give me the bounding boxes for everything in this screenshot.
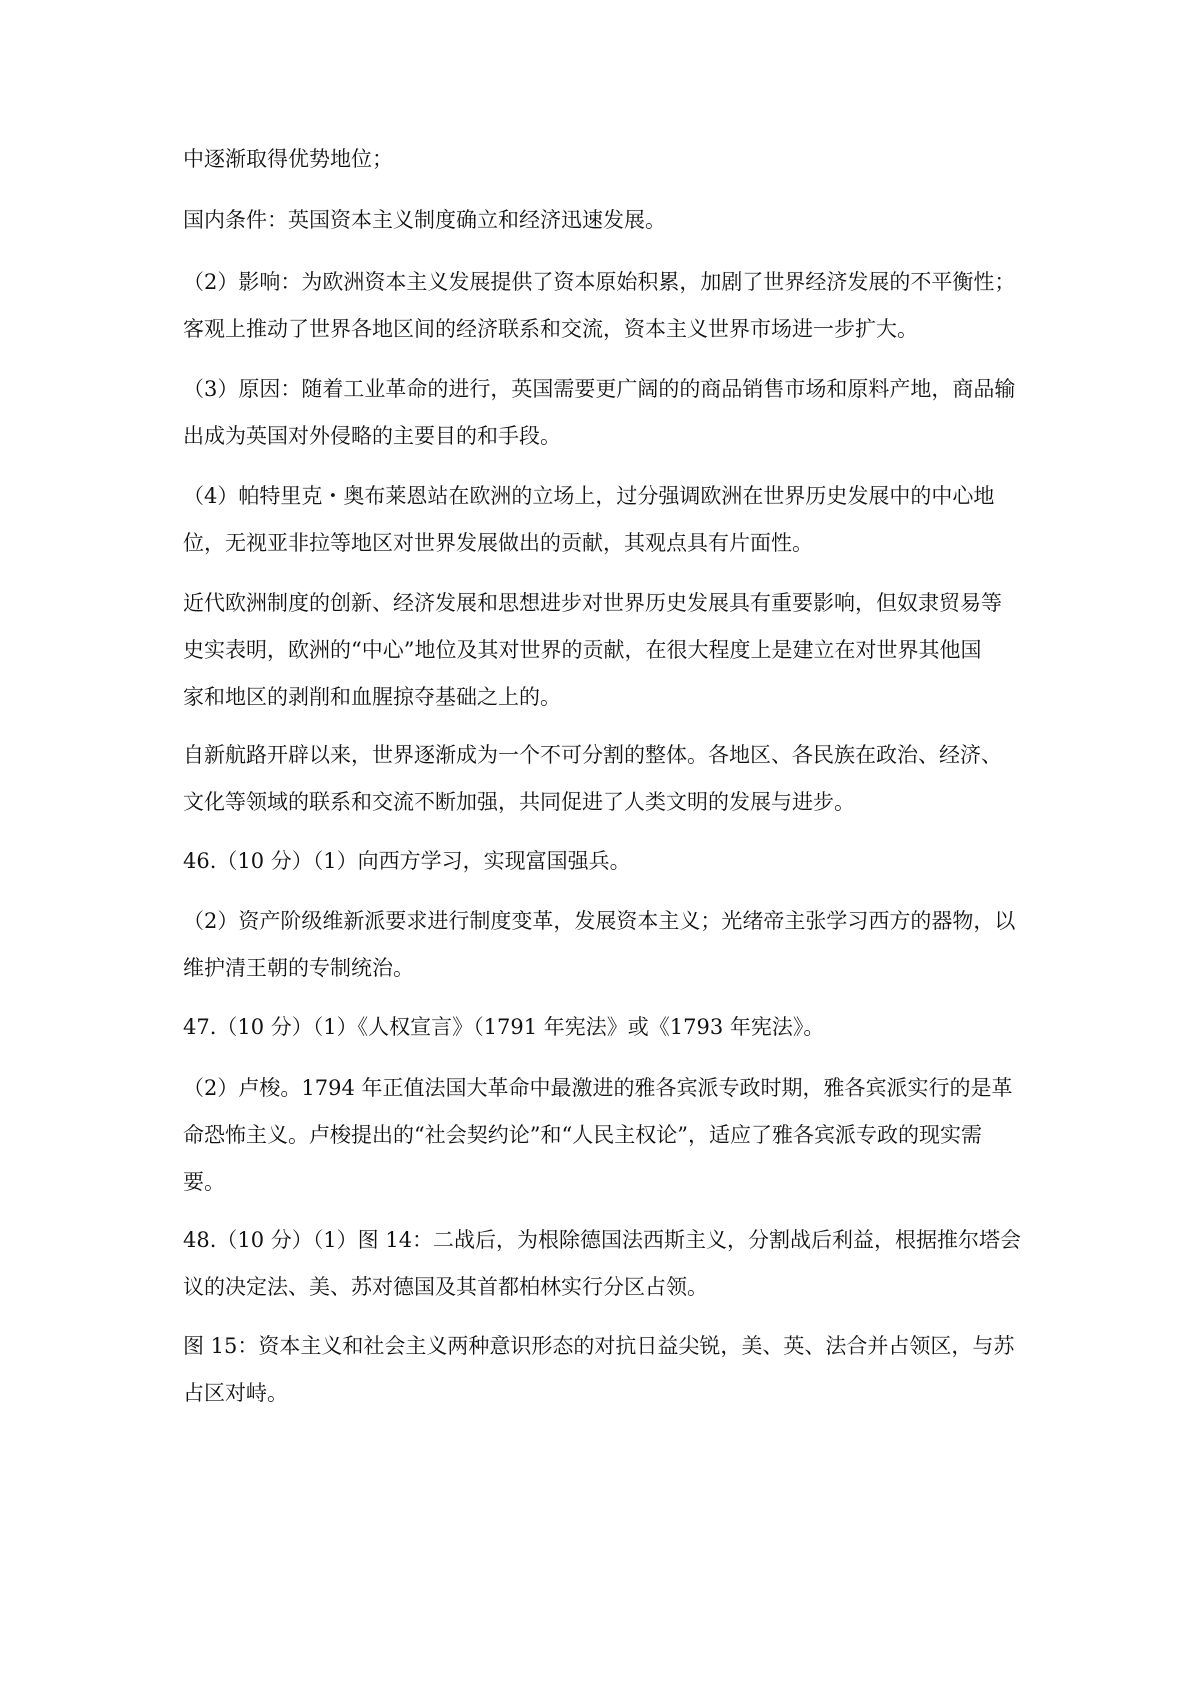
answer-48-part-1 [183,1217,1023,1311]
text-line: 46.（10 分）（1）向西方学习，实现富国强兵。 [183,849,631,873]
text-line: 文化等领域的联系和交流不断加强，共同促进了人类文明的发展与进步。 [183,790,855,814]
text-line: 出成为英国对外侵略的主要目的和手段。 [183,424,561,448]
paragraph-reason [183,366,1023,460]
paragraph-obrien-view [183,473,1023,567]
text-line: 史实表明，欧洲的“中心”地位及其对世界的贡献，在很大程度上是建立在对世界其他国 [183,638,982,662]
paragraph-continuation [183,136,1023,183]
answer-47-part-2 [183,1065,1023,1206]
text-line: 命恐怖主义。卢梭提出的“社会契约论”和“人民主权论”，适应了雅各宾派专政的现实需 [183,1123,982,1147]
text-line: （4）帕特里克・奥布莱恩站在欧洲的立场上，过分强调欧洲在世界历史发展中的中心地 [183,484,995,508]
text-line: 位，无视亚非拉等地区对世界发展做出的贡献，其观点具有片面性。 [183,531,813,555]
text-line: 议的决定法、美、苏对德国及其首都柏林实行分区占领。 [183,1275,708,1299]
answer-46-part-2 [183,898,1023,992]
text-line: 48.（10 分）（1）图 14：二战后，为根除德国法西斯主义，分割战后利益，根据推尔塔会 [183,1228,1022,1252]
text-line: 客观上推动了世界各地区间的经济联系和交流，资本主义世界市场进一步扩大。 [183,317,918,341]
text-line: 要。 [183,1170,225,1194]
text-line: 图 15：资本主义和社会主义两种意识形态的对抗日益尖锐，美、英、法合并占领区，与苏 [183,1334,1015,1358]
text-line: 国内条件：英国资本主义制度确立和经济迅速发展。 [183,208,666,232]
text-line: 占区对峙。 [183,1381,288,1405]
answer-47-part-1 [183,1004,1023,1051]
paragraph-new-routes [183,732,1023,826]
answer-48-figure-15 [183,1323,1023,1417]
text-line: 中逐渐取得优势地位； [183,147,393,171]
text-line: （2）影响：为欧洲资本主义发展提供了资本原始积累，加剧了世界经济发展的不平衡性； [183,270,1016,294]
text-line: 家和地区的剥削和血腥掠夺基础之上的。 [183,685,561,709]
text-line: 47.（10 分）（1）《人权宣言》（1791 年宪法》或《1793 年宪法》。 [183,1015,825,1039]
text-line: 近代欧洲制度的创新、经济发展和思想进步对世界历史发展具有重要影响，但奴隶贸易等 [183,591,1002,615]
paragraph-europe-center [183,580,1023,721]
text-line: 维护清王朝的专制统治。 [183,956,414,980]
paragraph-domestic-conditions [183,197,1023,244]
text-line: （3）原因：随着工业革命的进行，英国需要更广阔的的商品销售市场和原料产地，商品输 [183,377,1016,401]
text-line: （2）卢梭。1794 年正值法国大革命中最激进的雅各宾派专政时期，雅各宾派实行的是革 [183,1076,1013,1100]
answer-46-part-1 [183,838,1023,885]
paragraph-impact [183,259,1023,353]
text-line: （2）资产阶级维新派要求进行制度变革，发展资本主义；光绪帝主张学习西方的器物，以 [183,909,1016,933]
text-line: 自新航路开辟以来，世界逐渐成为一个不可分割的整体。各地区、各民族在政治、经济、 [183,743,1002,767]
